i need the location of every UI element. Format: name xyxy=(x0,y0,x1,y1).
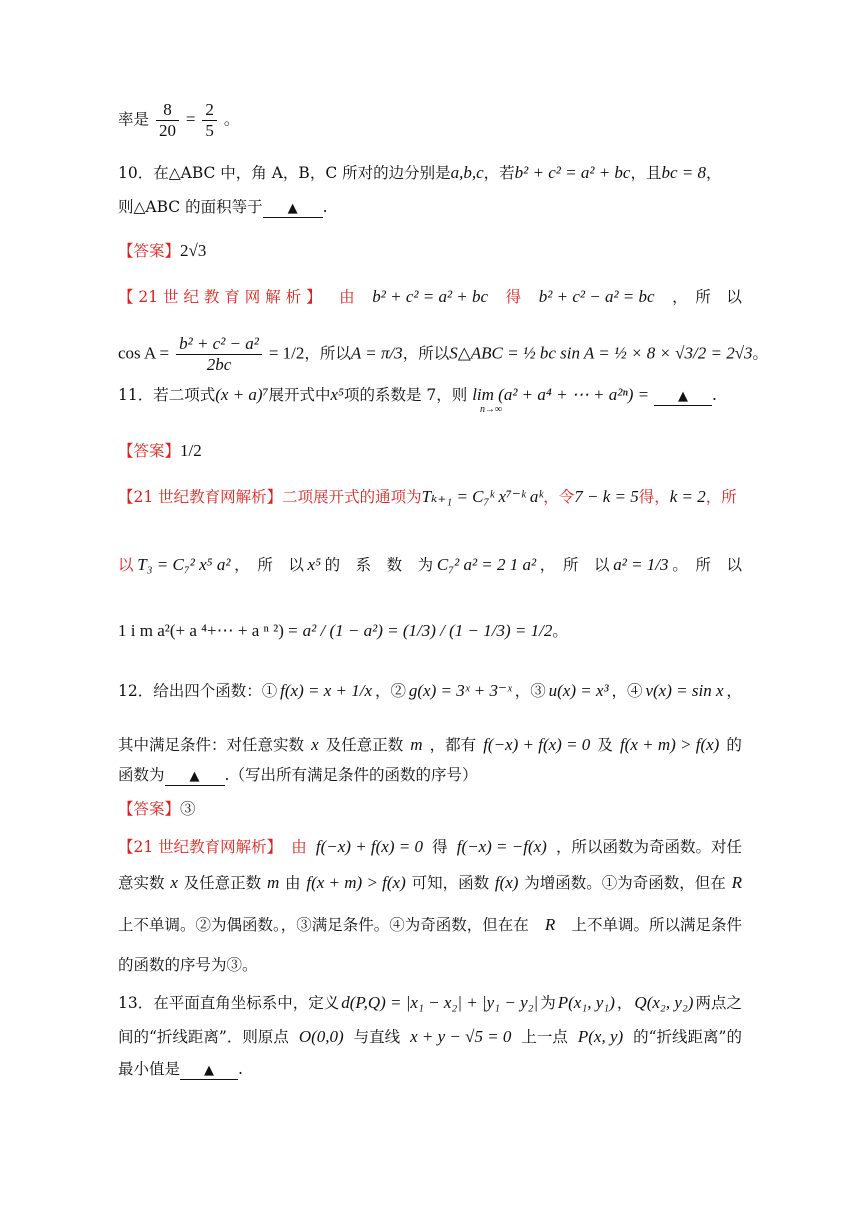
q12-solution-line-1: 【21 世纪教育网解析】 由 f(−x) + f(x) = 0 得 f(−x) = −f(x) ，所以函数为奇函数。对任 xyxy=(118,837,742,856)
q9-solution-tail: 率是 $\frac{8}{20}$ = $\frac{2}{5}$ 。 xyxy=(118,100,240,140)
answer-blank: ▲ xyxy=(180,1063,238,1080)
answer-label: 【答案】 xyxy=(118,242,181,260)
q10-line-2: 则△ABC 的面积等于 ▲ . xyxy=(118,198,328,216)
answer-blank: ▲ xyxy=(263,201,323,218)
fraction: $\frac{8}{20}$ xyxy=(156,100,179,141)
answer-blank: ▲ xyxy=(654,389,712,406)
q12-line-2: 其中满足条件：对任意实数 x 及任意正数 m ，都有 f(−x) + f(x) = 0 及 f(x + m) > f(x) 的 xyxy=(118,735,742,754)
answer-label: 【答案】 xyxy=(118,442,181,460)
q12-solution-line-2: 意实数 x 及任意正数 m 由 f(x + m) > f(x) 可知，函数 f(x) 为增函数。①为奇函数，但在 R xyxy=(118,873,742,892)
answer-blank: ▲ xyxy=(165,769,225,786)
q10-answer: 【答案】2√3 xyxy=(118,241,207,260)
limit-subscript: n→∞ xyxy=(480,404,503,415)
q13-line-3: 最小值是 ▲ . xyxy=(118,1060,243,1078)
q11-answer: 【答案】1/2 xyxy=(118,441,202,460)
q12-answer: 【答案】③ xyxy=(118,800,196,818)
q11-question: 11．若二项式(x + a)⁷展开式中x⁵项的系数是 7，则 lim (a² + a⁴ + ⋯ + a²ⁿ) = ▲ . xyxy=(118,385,717,404)
q12-line-3: 函数为 ▲ .（写出所有满足条件的函数的序号） xyxy=(118,766,478,784)
q11-solution-line-1: 【21 世纪教育网解析】二项展开式的通项为Tₖ₊₁ = C₇ᵏ x⁷⁻ᵏ aᵏ，令7 − k = 5得，k = 2，所 xyxy=(118,487,737,506)
q10-line-1: 10．在△ABC 中，角 A，B，C 所对的边分别是a,b,c，若b² + c² = a² + bc，且bc = 8， xyxy=(118,163,722,182)
q10-solution-line-1: 【 21 世 纪 教 育 网 解 析 】 由 b² + c² = a² + bc 得 b² + c² − a² = bc ， 所 以 xyxy=(118,287,742,306)
analysis-label: 【 21 世 纪 教 育 网 解 析 】 xyxy=(118,288,322,306)
q12-solution-line-3: 上不单调。②为偶函数。，③满足条件。④为奇函数，但在在 R 上不单调。所以满足条件 xyxy=(118,915,742,934)
q12-line-1: 12．给出四个函数：① f(x) = x + 1/x ，② g(x) = 3ˣ + 3⁻ˣ ，③ u(x) = x³ ，④ v(x) = sin x ， xyxy=(118,681,742,700)
analysis-label: 【21 世纪教育网解析】 xyxy=(118,838,283,856)
analysis-label: 【21 世纪教育网解析】 xyxy=(118,488,283,506)
q12-solution-line-4: 的函数的序号为③。 xyxy=(118,956,258,974)
q11-solution-line-3: 1 i m a²(+ a ⁴+⋯ + a ⁿ ²) = a² / (1 − a²) = (1/3) / (1 − 1/3) = 1/2。 xyxy=(118,621,568,640)
q13-line-2: 间的“折线距离”．则原点 O(0,0) 与直线 x + y − √5 = 0 上一点 P(x, y) 的“折线距离”的 xyxy=(118,1027,742,1046)
q11-solution-line-2: 以 T₃ = C₇² x⁵ a² ， 所 以 x⁵ 的 系 数 为 C₇² a² = 2 1 a² ， 所 以 a² = 1/3 。 所 以 xyxy=(118,555,742,574)
q13-line-1: 13．在平面直角坐标系中，定义 d(P,Q) = |x₁ − x₂| + |y₁ − y₂| 为 P(x₁, y₁) ， Q(x₂, y₂) 两点之 xyxy=(118,993,742,1012)
q10-solution-line-2: cos A = $\frac{\text{b² + c² − a²}}{2bc}$ = 1/2，所以A = π/3，所以S△ABC = ½ bc sin A = ½ × 8 × √3/2 = 2√3。 xyxy=(118,334,769,374)
fraction: $\frac{2}{5}$ xyxy=(202,100,217,141)
fraction: $\frac{\text{b² + c² − a²}}{2bc}$ xyxy=(176,334,262,375)
answer-label: 【答案】 xyxy=(118,800,181,818)
